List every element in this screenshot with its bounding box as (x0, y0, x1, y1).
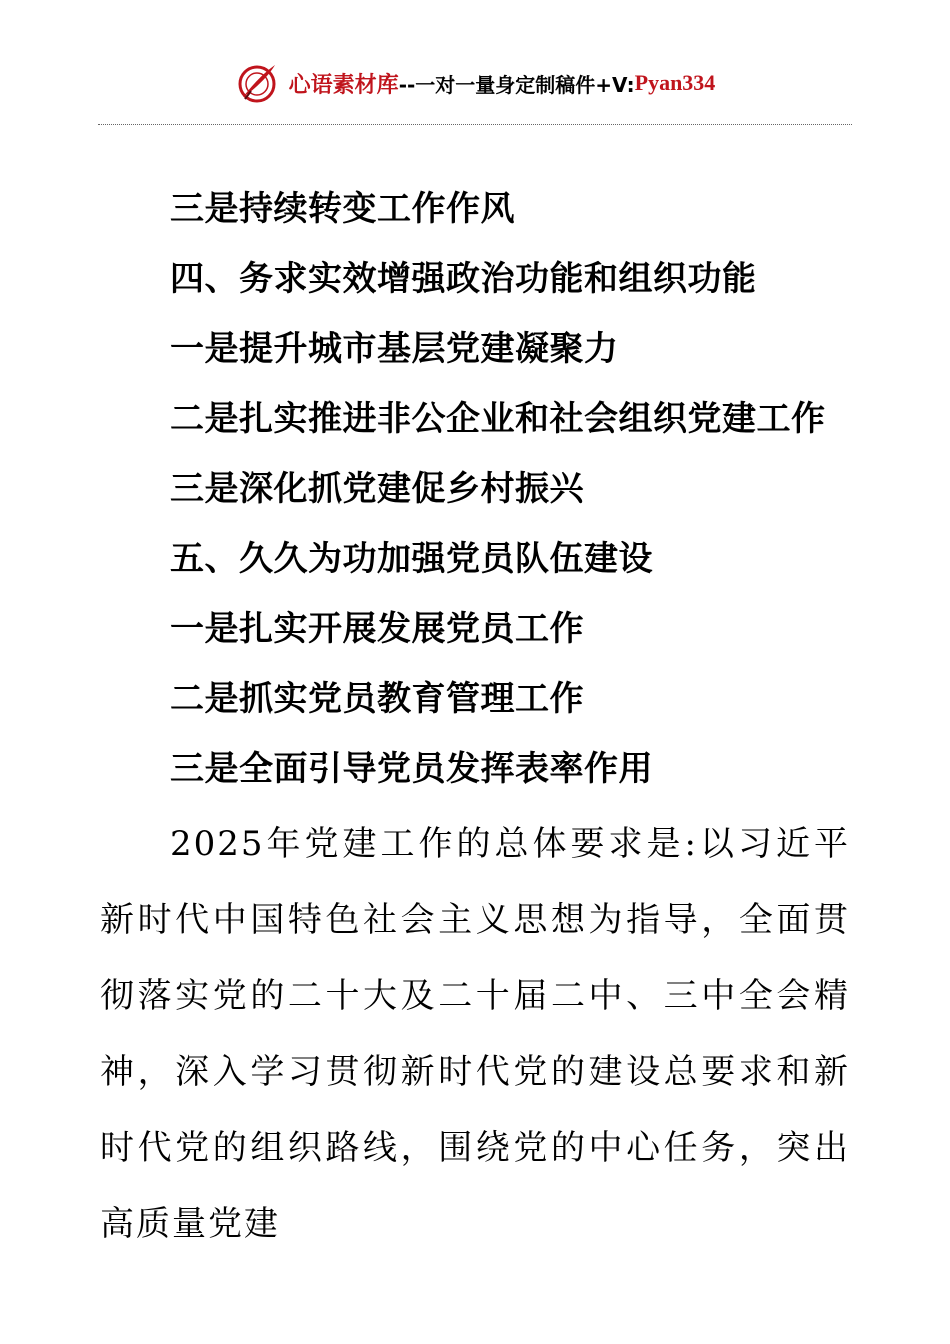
section-heading: 三是深化抓党建促乡村振兴 (170, 469, 584, 509)
header-divider (98, 124, 852, 125)
section-heading: 二是扎实推进非公企业和社会组织党建工作 (170, 399, 826, 439)
section-heading: 一是扎实开展发展党员工作 (170, 609, 584, 649)
body-paragraph: 2025年党建工作的总体要求是:以习近平新时代中国特色社会主义思想为指导，全面贯彻落实党的二十大及二十届二中、三中全会精神，深入学习贯彻新时代党的建设总要求和新时代党的组织路线，围绕党的中心任务，突出高质量党建 (100, 824, 850, 1244)
section-heading: 三是全面引导党员发挥表率作用 (170, 749, 653, 789)
brand-name: 心语素材库 (288, 71, 399, 97)
section-heading: 五、久久为功加强党员队伍建设 (170, 539, 653, 579)
wechat-id: Pyan334 (634, 70, 716, 95)
page-header (0, 58, 950, 108)
section-heading: 三是持续转变工作作风 (170, 189, 515, 229)
section-heading: 二是抓实党员教育管理工作 (170, 679, 584, 719)
document-body (100, 174, 850, 1296)
header-tagline: --一对一量身定制稿件+V: (398, 72, 635, 97)
section-heading: 一是提升城市基层党建凝聚力 (170, 329, 619, 369)
section-heading: 四、务求实效增强政治功能和组织功能 (170, 259, 757, 299)
quill-pen-seal-icon (235, 61, 279, 105)
